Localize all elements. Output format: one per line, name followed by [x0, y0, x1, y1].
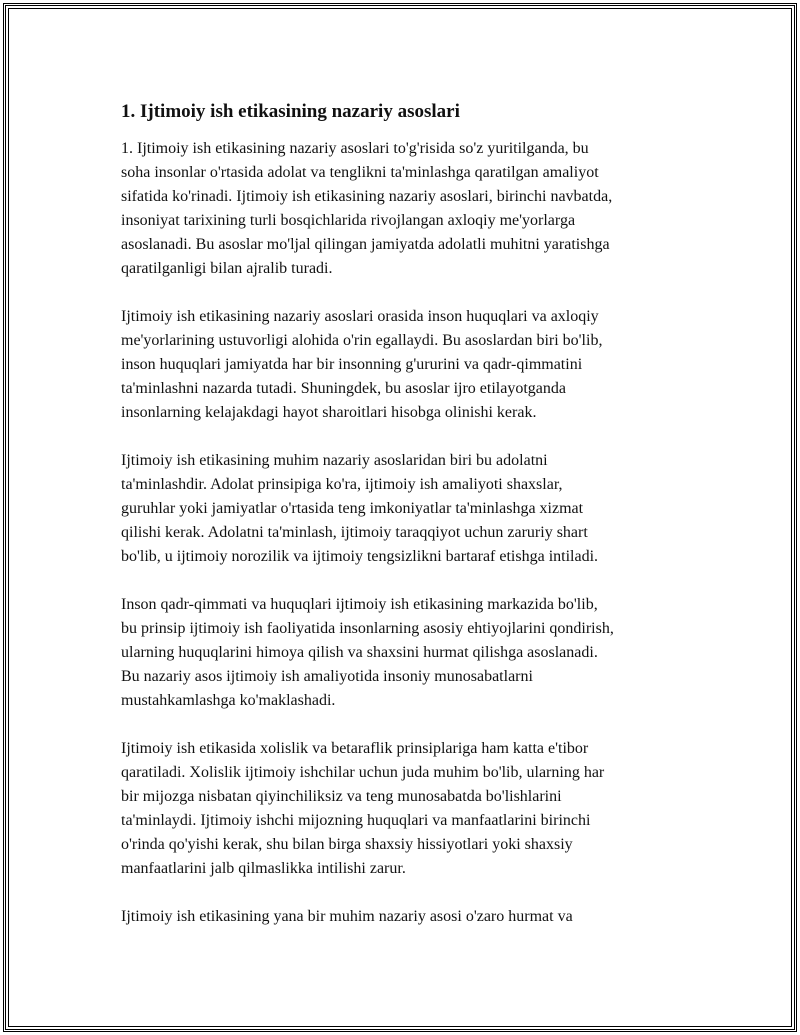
text-line: ularning huquqlarini himoya qilish va shaxsini hurmat qilishga asoslanadi.: [121, 644, 598, 661]
text-line: soha insonlar o'rtasida adolat va tenglikni ta'minlashga qaratilgan amaliyot: [121, 164, 599, 181]
text-line: mustahkamlashga ko'maklashadi.: [121, 692, 336, 709]
text-line: asoslanadi. Bu asoslar mo'ljal qilingan jamiyatda adolatli muhitni yaratishga: [121, 236, 610, 253]
text-line: bo'lib, u ijtimoiy norozilik va ijtimoiy tengsizlikni bartaraf etishga intiladi.: [121, 548, 599, 565]
text-line: qaratilganligi bilan ajralib turadi.: [121, 260, 333, 277]
text-line: me'yorlarining ustuvorligi alohida o'rin egallaydi. Bu asoslardan biri bo'lib,: [121, 332, 603, 349]
text-line: qilishi kerak. Adolatni ta'minlash, ijtimoiy taraqqiyot uchun zaruriy shart: [121, 524, 588, 541]
paragraph: [121, 449, 691, 569]
text-line: insoniyat tarixining turli bosqichlarida rivojlangan axloqiy me'yorlarga: [121, 212, 576, 229]
paragraph: [121, 737, 691, 881]
text-line: Ijtimoiy ish etikasining yana bir muhim nazariy asosi o'zaro hurmat va: [121, 908, 573, 925]
text-line: bu prinsip ijtimoiy ish faoliyatida insonlarning asosiy ehtiyojlarini qondirish,: [121, 620, 614, 637]
document-body: [121, 99, 691, 953]
paragraphs: [121, 137, 691, 929]
text-line: manfaatlarini jalb qilmaslikka intilishi zarur.: [121, 860, 406, 877]
text-line: ta'minlashni nazarda tutadi. Shuningdek, bu asoslar ijro etilayotganda: [121, 380, 566, 397]
text-line: o'rinda qo'yishi kerak, shu bilan birga shaxsiy hissiyotlari yoki shaxsiy: [121, 836, 573, 853]
text-line: Ijtimoiy ish etikasida xolislik va betaraflik prinsiplariga ham katta e'tibor: [121, 740, 589, 757]
paragraph: [121, 905, 691, 929]
section-heading: 1. Ijtimoiy ish etikasining nazariy asoslari: [121, 101, 460, 122]
page-border: [3, 3, 797, 1032]
paragraph: [121, 137, 691, 281]
text-line: bir mijozga nisbatan qiyinchiliksiz va teng munosabatda bo'lishlarini: [121, 788, 562, 805]
text-line: insonlarning kelajakdagi hayot sharoitlari hisobga olinishi kerak.: [121, 404, 537, 421]
paragraph: [121, 593, 691, 713]
text-line: guruhlar yoki jamiyatlar o'rtasida teng imkoniyatlar ta'minlashga xizmat: [121, 500, 584, 517]
paragraph: [121, 305, 691, 425]
text-line: sifatida ko'rinadi. Ijtimoiy ish etikasining nazariy asoslari, birinchi navbatda,: [121, 188, 613, 205]
text-line: inson huquqlari jamiyatda har bir insonning g'ururini va qadr-qimmatini: [121, 356, 583, 373]
text-line: Ijtimoiy ish etikasining nazariy asoslari orasida inson huquqlari va axloqiy: [121, 308, 599, 325]
text-line: qaratiladi. Xolislik ijtimoiy ishchilar uchun juda muhim bo'lib, ularning har: [121, 764, 605, 781]
text-line: ta'minlaydi. Ijtimoiy ishchi mijozning huquqlari va manfaatlarini birinchi: [121, 812, 591, 829]
text-line: Inson qadr-qimmati va huquqlari ijtimoiy ish etikasining markazida bo'lib,: [121, 596, 598, 613]
text-line: Ijtimoiy ish etikasining muhim nazariy asoslaridan biri bu adolatni: [121, 452, 548, 469]
text-line: 1. Ijtimoiy ish etikasining nazariy asoslari to'g'risida so'z yuritilganda, bu: [121, 140, 589, 157]
text-line: ta'minlashdir. Adolat prinsipiga ko'ra, ijtimoiy ish amaliyoti shaxslar,: [121, 476, 563, 493]
text-line: Bu nazariy asos ijtimoiy ish amaliyotida insoniy munosabatlarni: [121, 668, 533, 685]
